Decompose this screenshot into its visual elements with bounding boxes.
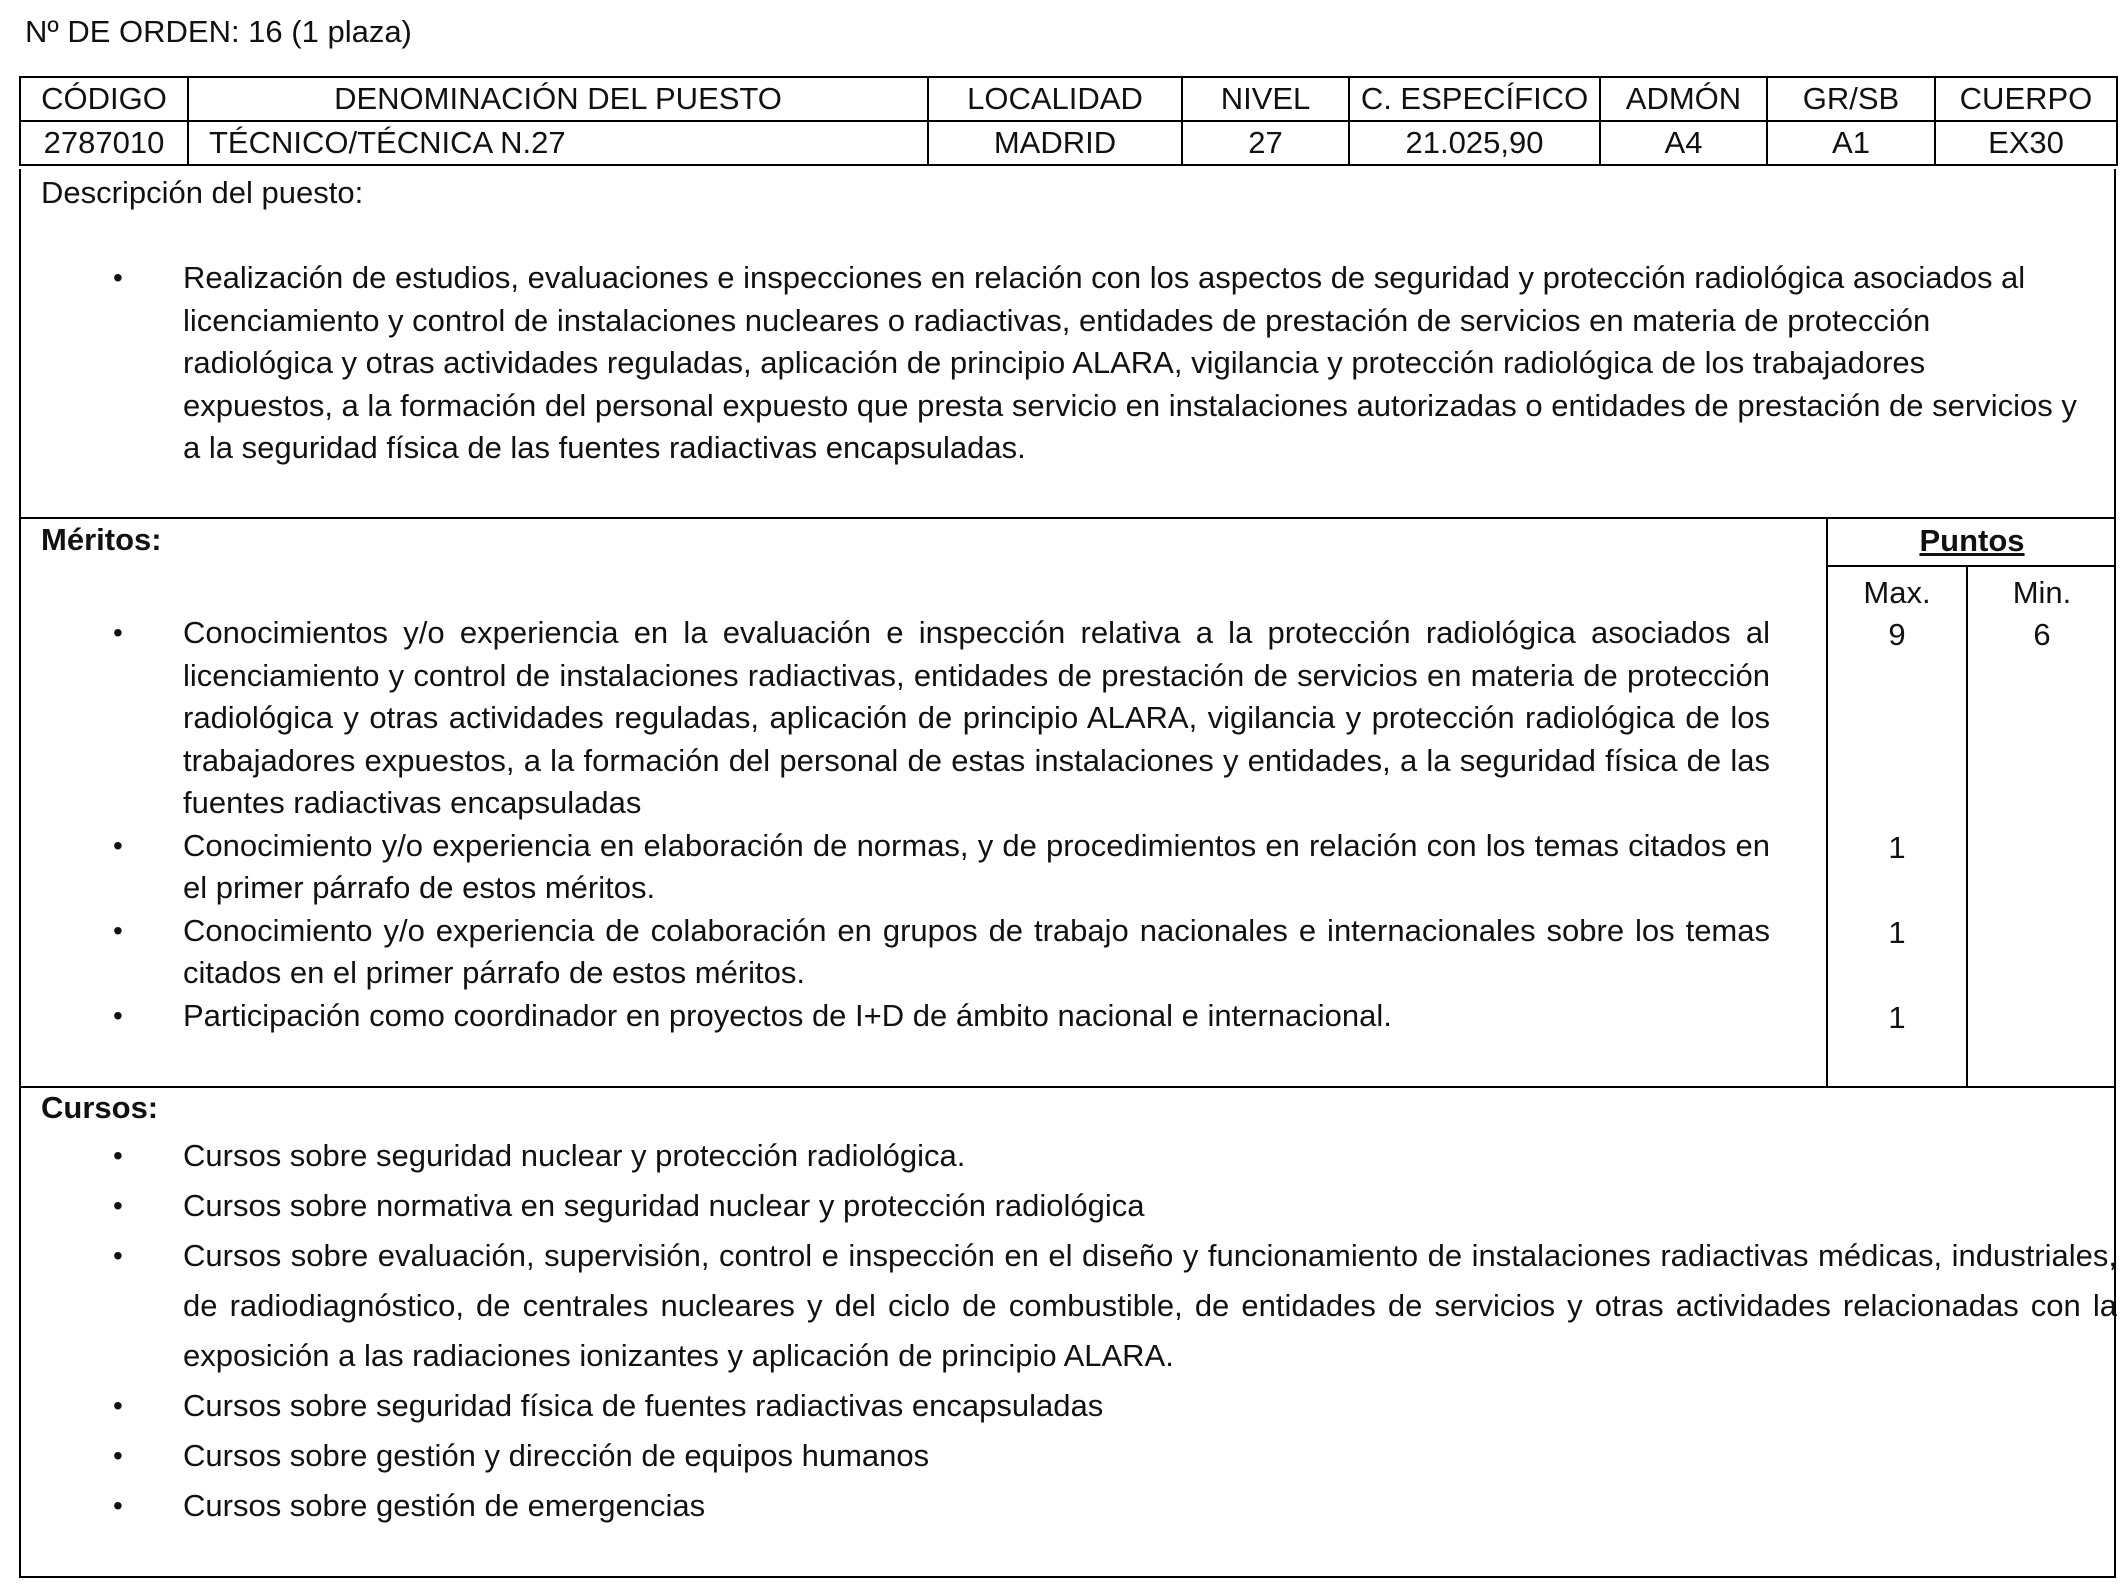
merits-list — [183, 612, 1770, 1037]
merits-title: Méritos: — [41, 522, 162, 557]
max-value: 1 — [1888, 1000, 1906, 1035]
courses-list — [183, 1131, 2117, 1531]
col-localidad: LOCALIDAD — [928, 77, 1182, 121]
list-item: • Conocimientos y/o experiencia en la evaluación e inspección relativa a la protección radiológica asociados al licenciamiento y control de instalaciones radiactivas, entidades de prestación de servicios en materia de protección radiológica y otras actividades reguladas, aplicación de principio ALARA, vigilancia y protección radiológica de los trabajadores expuestos, a la formación del personal de estas instalaciones y entidades, a la seguridad física de las fuentes radiactivas encapsuladas — [183, 612, 1770, 825]
max-value: 1 — [1888, 915, 1906, 950]
order-number: Nº DE ORDEN: 16 (1 plaza) — [25, 14, 412, 49]
list-item: • Cursos sobre evaluación, supervisión, control e inspección en el diseño y funcionamiento de instalaciones radiactivas médicas, industriales, de radiodiagnóstico, de centrales nucleares y del ciclo de combustible, de entidades de servicios y otras actividades relacionadas con la exposición a las radiaciones ionizantes y aplicación de principio ALARA. — [183, 1231, 2117, 1381]
list-item: • Cursos sobre normativa en seguridad nuclear y protección radiológica — [183, 1181, 2117, 1231]
max-value: 1 — [1888, 830, 1906, 865]
points-max-column — [1828, 567, 1968, 1086]
list-item: • Conocimiento y/o experiencia de colaboración en grupos de trabajo nacionales e internacionales sobre los temas citados en el primer párrafo de estos méritos. — [183, 910, 1770, 995]
val-c-especifico: 21.025,90 — [1349, 121, 1600, 165]
col-gr-sb: GR/SB — [1767, 77, 1935, 121]
list-item: • Cursos sobre gestión y dirección de equipos humanos — [183, 1431, 2117, 1481]
val-admon: A4 — [1600, 121, 1767, 165]
merits-section — [19, 517, 2116, 1088]
points-min-column — [1968, 567, 2116, 1086]
col-codigo: CÓDIGO — [20, 77, 188, 121]
col-nivel: NIVEL — [1182, 77, 1349, 121]
val-codigo: 2787010 — [20, 121, 188, 165]
col-admon: ADMÓN — [1600, 77, 1767, 121]
points-panel — [1826, 517, 2116, 1086]
values-row — [20, 121, 2117, 165]
list-item: • Conocimiento y/o experiencia en elaboración de normas, y de procedimientos en relación con los temas citados en el primer párrafo de estos méritos. — [183, 825, 1770, 910]
col-cuerpo: CUERPO — [1935, 77, 2117, 121]
col-c-especifico: C. ESPECÍFICO — [1349, 77, 1600, 121]
val-gr-sb: A1 — [1767, 121, 1935, 165]
list-item: • Realización de estudios, evaluaciones e inspecciones en relación con los aspectos de seguridad y protección radiológica asociados al licenciamiento y control de instalaciones nucleares o radiactivas, entidades de prestación de servicios en materia de protección radiológica y otras actividades reguladas, aplicación de principio ALARA, vigilancia y protección radiológica de los trabajadores expuestos, a la formación del personal expuesto que presta servicio en instalaciones autorizadas o entidades de prestación de servicios y a la seguridad física de las fuentes radiactivas encapsuladas. — [183, 257, 2083, 470]
points-title: Puntos — [1828, 517, 2116, 567]
max-label: Max. — [1863, 575, 1931, 610]
description-title: Descripción del puesto: — [41, 175, 364, 210]
courses-section — [19, 1086, 2116, 1578]
max-value: 9 — [1888, 617, 1906, 652]
list-item: • Participación como coordinador en proyectos de I+D de ámbito nacional e internacional. — [183, 995, 1770, 1038]
min-label: Min. — [2012, 575, 2072, 610]
val-nivel: 27 — [1182, 121, 1349, 165]
description-list — [183, 257, 2083, 470]
col-denominacion: DENOMINACIÓN DEL PUESTO — [188, 77, 928, 121]
list-item: • Cursos sobre gestión de emergencias — [183, 1481, 2117, 1531]
description-section — [19, 169, 2116, 519]
val-cuerpo: EX30 — [1935, 121, 2117, 165]
val-localidad: MADRID — [928, 121, 1182, 165]
min-value: 6 — [2033, 617, 2051, 652]
header-row — [20, 77, 2117, 121]
position-header-table — [19, 76, 2118, 166]
list-item: • Cursos sobre seguridad nuclear y protección radiológica. — [183, 1131, 2117, 1181]
courses-title: Cursos: — [41, 1090, 159, 1125]
list-item: • Cursos sobre seguridad física de fuentes radiactivas encapsuladas — [183, 1381, 2117, 1431]
val-denominacion: TÉCNICO/TÉCNICA N.27 — [188, 121, 928, 165]
